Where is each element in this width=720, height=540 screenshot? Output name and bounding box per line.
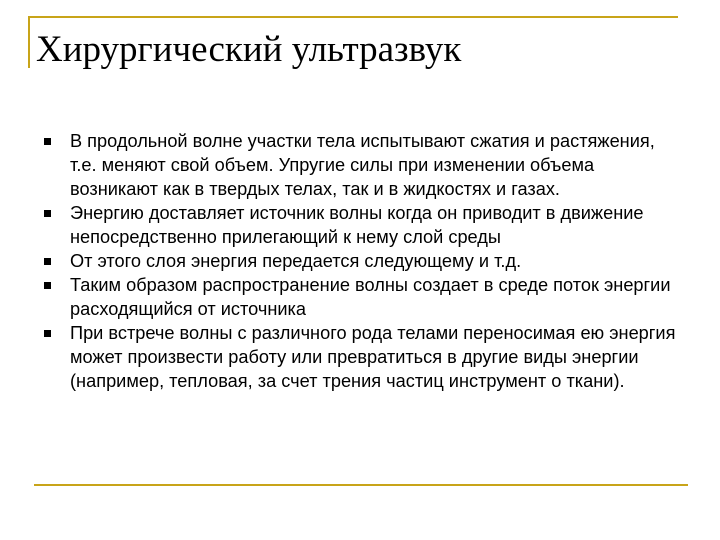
square-bullet-icon [44,210,51,217]
title-frame-left-line [28,16,30,68]
square-bullet-icon [44,138,51,145]
bullet-text: В продольной волне участки тела испытывают сжатия и растяжения, т.е. меняют свой объем. Упругие силы при изменении объема возникают как в твердых телах, так и в жидкостях и газах. [70,131,655,199]
footer-divider-line [34,484,688,486]
bullet-item [42,273,682,321]
square-bullet-icon [44,282,51,289]
bullet-item [42,321,682,393]
bullet-text: Энергию доставляет источник волны когда он приводит в движение непосредственно прилегающий к нему слой среды [70,203,644,247]
bullet-text: От этого слоя энергия передается следующему и т.д. [70,251,522,271]
bullet-item [42,201,682,249]
square-bullet-icon [44,330,51,337]
bullet-item [42,249,682,273]
bullet-list [42,129,682,393]
bullet-text: При встрече волны с различного рода телами переносимая ею энергия может произвести работу или превратиться в другие виды энергии (например, тепловая, за счет трения частиц инструмент о ткани). [70,323,676,391]
bullet-text: Таким образом распространение волны создает в среде поток энергии расходящийся от источника [70,275,671,319]
title-frame-top-line [28,16,678,18]
bullet-item [42,129,682,201]
square-bullet-icon [44,258,51,265]
slide-title: Хирургический ультразвук [36,29,462,70]
